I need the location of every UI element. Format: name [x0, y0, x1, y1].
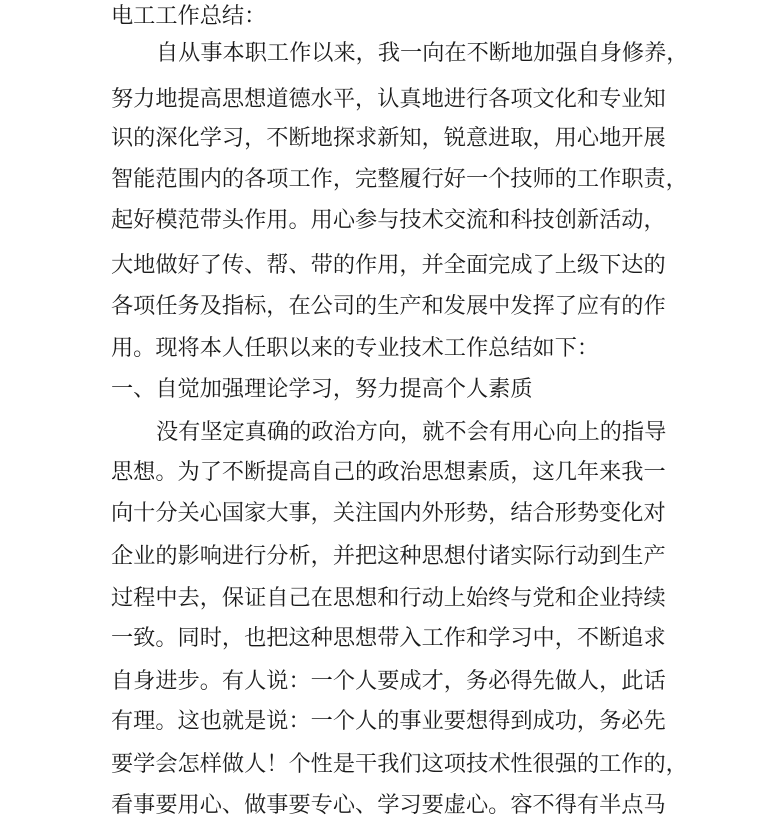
section-heading: 一、自觉加强理论学习，努力提高个人素质: [111, 376, 533, 402]
paragraph-2-line-9: 要学会怎样做人！个性是干我们这项技术性很强的工作的，: [111, 751, 688, 777]
paragraph-1-line-4: 智能范围内的各项工作，完整履行好一个技师的工作职责，: [111, 166, 688, 192]
paragraph-2-line-8: 有理。这也就是说：一个人的事业要想得到成功，务必先: [111, 708, 666, 734]
paragraph-2-line-7: 自身进步。有人说：一个人要成才，务必得先做人，此话: [111, 668, 666, 694]
paragraph-2-line-4: 企业的影响进行分析，并把这种思想付诸实际行动到生产: [111, 543, 666, 569]
paragraph-1-line-3: 识的深化学习，不断地探求新知，锐意进取，用心地开展: [111, 125, 666, 151]
paragraph-1-line-5: 起好模范带头作用。用心参与技术交流和科技创新活动，: [111, 207, 666, 233]
paragraph-2-line-3: 向十分关心国家大事，关注国内外形势，结合形势变化对: [111, 500, 666, 526]
paragraph-1-line-1: 自从事本职工作以来，我一向在不断地加强自身修养，: [156, 40, 689, 66]
paragraph-2-line-6: 一致。同时，也把这种思想带入工作和学习中，不断追求: [111, 625, 666, 651]
paragraph-2-line-2: 思想。为了不断提高自己的政治思想素质，这几年来我一: [111, 459, 666, 485]
document-title: 电工工作总结：: [111, 3, 267, 29]
paragraph-2-line-5: 过程中去，保证自己在思想和行动上始终与党和企业持续: [111, 585, 666, 611]
paragraph-1-line-7: 各项任务及指标，在公司的生产和发展中发挥了应有的作: [111, 293, 666, 319]
paragraph-1-line-2: 努力地提高思想道德水平，认真地进行各项文化和专业知: [111, 86, 666, 112]
paragraph-2-line-1: 没有坚定真确的政治方向，就不会有用心向上的指导: [156, 419, 667, 445]
paragraph-1-line-6: 大地做好了传、帮、带的作用，并全面完成了上级下达的: [111, 252, 666, 278]
paragraph-1-line-8: 用。现将本人任职以来的专业技术工作总结如下：: [111, 335, 600, 361]
paragraph-2-line-10: 看事要用心、做事要专心、学习要虚心。容不得有半点马: [111, 792, 666, 818]
